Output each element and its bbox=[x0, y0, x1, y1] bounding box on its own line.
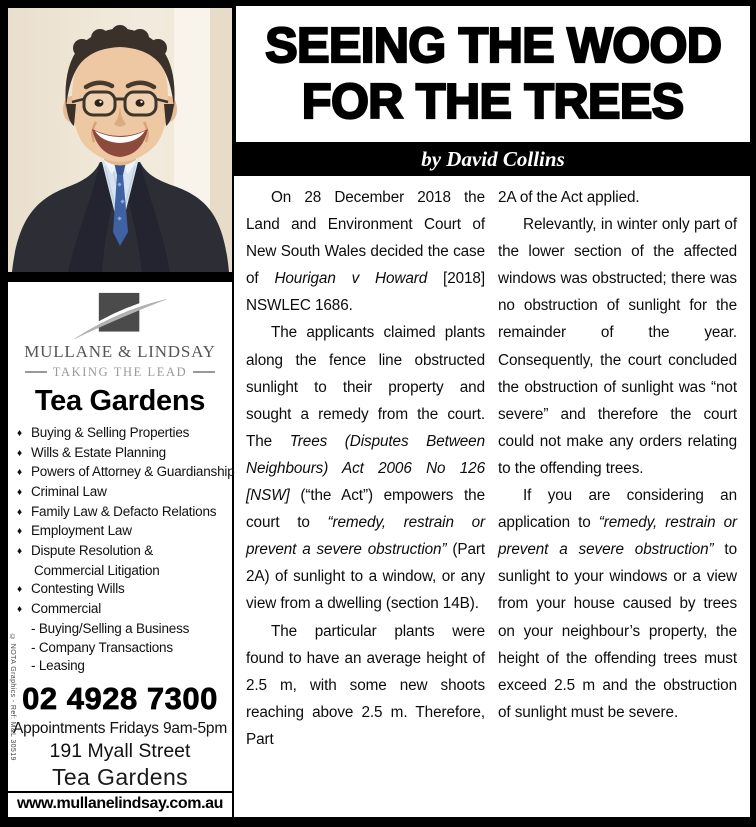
diamond-bullet-icon: ♦ bbox=[17, 604, 22, 616]
service-item-label: Dispute Resolution & bbox=[31, 543, 154, 559]
appointments-note: Appointments Fridays 9am-5pm bbox=[12, 720, 228, 737]
service-item-label: Powers of Attorney & Guardianship bbox=[31, 464, 235, 480]
address-town: Tea Gardens bbox=[51, 764, 189, 790]
byline-text: by David Collins bbox=[421, 146, 565, 171]
service-item bbox=[17, 600, 230, 620]
diamond-bullet-icon: ♦ bbox=[17, 486, 22, 498]
service-item-label: Criminal Law bbox=[31, 483, 107, 499]
article-column-1 bbox=[246, 184, 485, 809]
service-item bbox=[17, 639, 230, 658]
article-title-line1: SEEING THE WOOD bbox=[264, 19, 722, 73]
mullane-lindsay-logo-icon bbox=[17, 292, 223, 340]
brand-name: MULLANE & LINDSAY bbox=[24, 341, 216, 361]
service-item bbox=[17, 503, 230, 523]
service-item bbox=[17, 444, 230, 464]
service-item bbox=[17, 620, 230, 639]
service-item-label: Family Law & Defacto Relations bbox=[31, 503, 217, 519]
service-item bbox=[17, 483, 230, 503]
address-street: 191 Myall Street bbox=[49, 740, 191, 762]
diamond-bullet-icon: ♦ bbox=[17, 526, 22, 538]
article-paragraph: The applicants claimed plants along the fence line obstructed sunlight to their property and sought a remedy from the court. The Trees (Disputes Between Neighbours) Act 2006 No 126 [NSW] (“the Act”) empowers the court to “remedy, restrain or prevent a severe obstruction” (Part 2A) of sunlight to a window, or any view from a dwelling (section 14B). bbox=[246, 324, 485, 613]
service-item bbox=[17, 657, 230, 676]
diamond-bullet-icon: ♦ bbox=[17, 546, 22, 558]
tagline-rule-right bbox=[193, 371, 215, 373]
diamond-bullet-icon: ♦ bbox=[17, 584, 22, 596]
service-item-label: Employment Law bbox=[31, 523, 132, 539]
article-paragraph: On 28 December 2018 the Land and Environment Court of New South Wales decided the case of Hourigan v Howard [2018] NSWLEC 1686. bbox=[246, 189, 485, 315]
service-item bbox=[17, 522, 230, 542]
article-paragraph: Relevantly, in winter only part of the lower section of the affected windows was obstructed; there was no obstruction of sunlight for the remainder of the year. Consequently, the court concluded the obstruction of sunlight was “not severe” and therefore the court could not make any orders relating to the offending trees. bbox=[498, 216, 737, 477]
service-item bbox=[17, 424, 230, 444]
article-column-2 bbox=[498, 184, 737, 809]
portrait-photo-illustration bbox=[8, 8, 232, 272]
brand-tagline bbox=[25, 365, 216, 380]
phone-number: 02 4928 7300 bbox=[22, 681, 218, 716]
service-item-label: Wills & Estate Planning bbox=[31, 444, 166, 460]
service-item-label: Contesting Wills bbox=[31, 581, 125, 597]
service-item-label: Commercial Litigation bbox=[34, 562, 160, 578]
article-title-box bbox=[236, 6, 750, 142]
byline-bar bbox=[236, 142, 750, 176]
website-block bbox=[8, 791, 232, 817]
service-item-label: Buying & Selling Properties bbox=[31, 424, 190, 440]
article-body bbox=[234, 176, 750, 817]
diamond-bullet-icon: ♦ bbox=[17, 447, 22, 459]
brand-tagline-text: TAKING THE LEAD bbox=[52, 364, 188, 379]
location-heading: Tea Gardens bbox=[34, 384, 206, 417]
article-title-line2: FOR THE TREES bbox=[302, 75, 684, 129]
portrait-photo bbox=[8, 8, 232, 272]
services-list bbox=[8, 418, 235, 676]
service-item bbox=[17, 580, 230, 600]
printer-credit: © NOTA Graphics - Ref: M&L 30519 bbox=[9, 634, 16, 761]
diamond-bullet-icon: ♦ bbox=[17, 427, 22, 439]
service-item bbox=[17, 463, 235, 483]
article-paragraph: 2A of the Act applied. bbox=[498, 189, 640, 206]
service-item-label: - Buying/Selling a Business bbox=[31, 620, 190, 636]
advertiser-sidebar bbox=[8, 282, 235, 817]
service-item bbox=[17, 542, 230, 562]
article-paragraph: The particular plants were found to have an average height of 2.5 m, with some new shoots reaching above 2.5 m. Therefore, Part bbox=[246, 622, 485, 748]
service-item-label: Commercial bbox=[31, 601, 102, 617]
service-item-label: - Company Transactions bbox=[31, 639, 173, 655]
service-item bbox=[17, 562, 230, 581]
service-item-label: - Leasing bbox=[31, 658, 85, 674]
tagline-rule-left bbox=[25, 371, 47, 373]
diamond-bullet-icon: ♦ bbox=[17, 467, 22, 479]
diamond-bullet-icon: ♦ bbox=[17, 506, 22, 518]
website-url: www.mullanelindsay.com.au bbox=[16, 795, 224, 812]
article-paragraph: If you are considering an application to “remedy, restrain or prevent a severe obstruction” to sunlight to your windows or a view from your house caused by trees on your neighbour’s property, the height of the offending trees must exceed 2.5 m and the obstruction of sunlight must be severe. bbox=[498, 487, 737, 721]
